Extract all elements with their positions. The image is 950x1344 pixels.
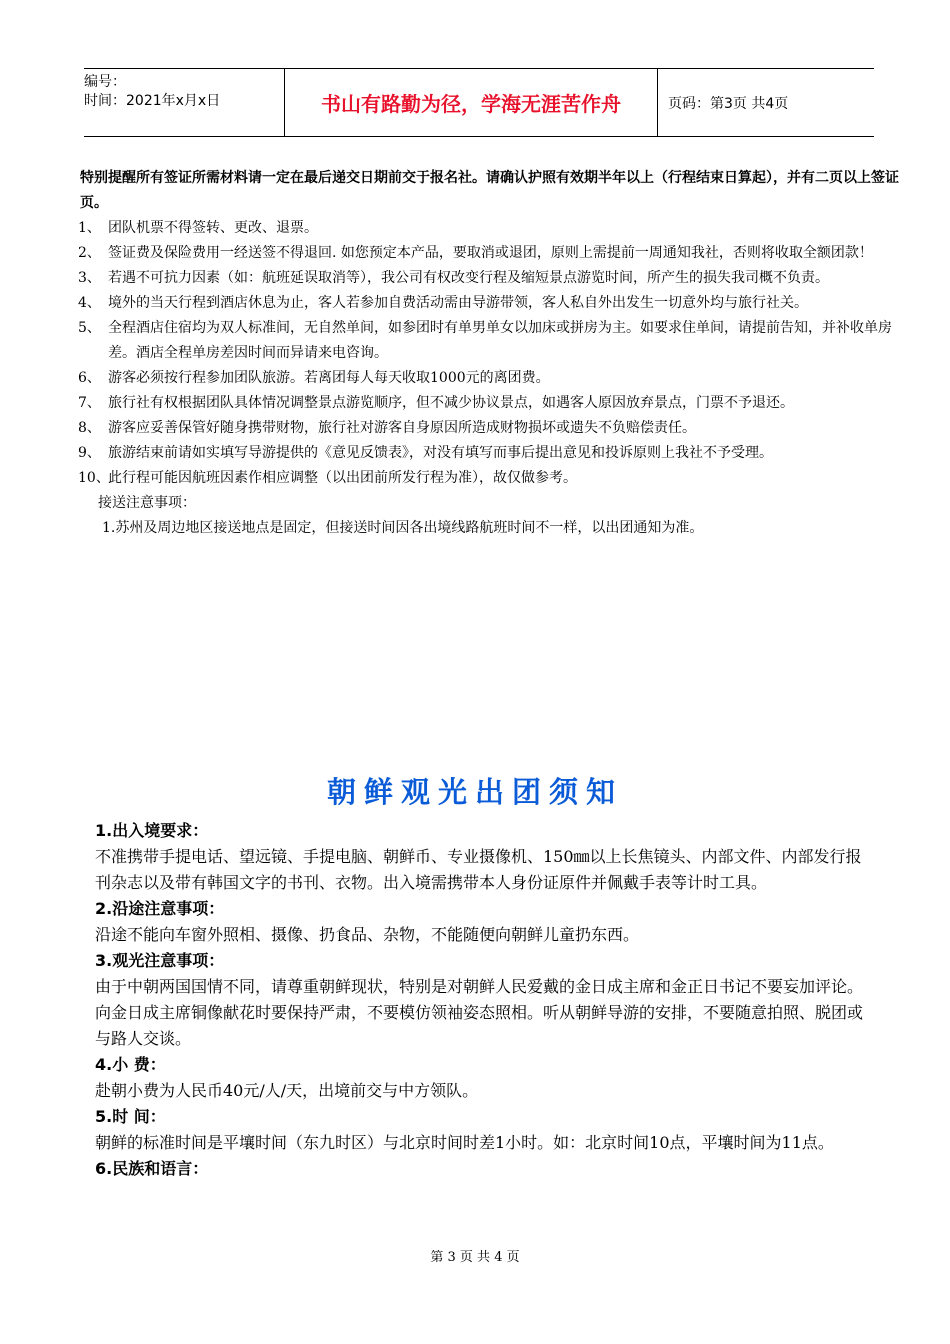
section-body: 朝鲜的标准时间是平壤时间（东九时区）与北京时间时差1小时。如：北京时间10点，平壤时间为11点。 — [95, 1133, 834, 1152]
korea-tour-title: 朝鲜观光出团须知 — [326, 775, 623, 809]
header-page-number: 页码：第3页 共4页 — [668, 95, 789, 112]
section-heading: 2.沿途注意事项： — [95, 899, 225, 918]
term-item — [78, 441, 916, 466]
term-text: 此行程可能因航班因素作相应调整（以出团前所发行程为准），故仅做参考。 — [108, 470, 577, 486]
section-body: 赴朝小费为人民币40元/人/天，出境前交与中方领队。 — [95, 1081, 479, 1100]
transfer-item: 1.苏州及周边地区接送地点是固定，但接送时间因各出境线路航班时间不一样，以出团通知为准。 — [102, 520, 704, 536]
term-item — [78, 241, 916, 266]
term-text: 团队机票不得签转、更改、退票。 — [108, 220, 318, 236]
term-text: 全程酒店住宿均为双人标准间，无自然单间，如参团时有单男单女以加床或拼房为主。如要求住单间，请提前告知，并补收单房差。酒店全程单房差因时间而异请来电咨询。 — [108, 320, 892, 361]
page-footer: 第 3 页 共 4 页 — [430, 1250, 520, 1265]
section-heading: 6.民族和语言： — [95, 1159, 209, 1178]
section-heading: 4.小 费： — [95, 1055, 166, 1074]
document-code: 编号： — [84, 74, 126, 90]
term-number: 9、 — [78, 445, 101, 461]
term-text: 旅行社有权根据团队具体情况调整景点游览顺序，但不减少协议景点，如遇客人原因放弃景点，门票不予退还。 — [108, 395, 794, 411]
section-heading: 5.时 间： — [95, 1107, 166, 1126]
term-item — [78, 466, 916, 491]
korea-notice-body — [95, 818, 875, 1182]
term-number: 6、 — [78, 370, 101, 386]
term-number: 10、 — [78, 470, 110, 486]
notice-lead: 特别提醒所有签证所需材料请一定在最后递交日期前交于报名社。请确认护照有效期半年以上（行程结束日算起），并有二页以上签证页。 — [80, 170, 899, 211]
page-header — [84, 68, 874, 137]
header-motto: 书山有路勤为径，学海无涯苦作舟 — [284, 69, 658, 136]
document-time: 时间：2021年x月x日 — [84, 93, 221, 109]
term-number: 8、 — [78, 420, 101, 436]
term-number: 7、 — [78, 395, 101, 411]
section-body: 由于中朝两国国情不同，请尊重朝鲜现状，特别是对朝鲜人民爱戴的金日成主席和金正日书记不要妄加评论。向金日成主席铜像献花时要保持严肃，不要模仿领袖姿态照相。听从朝鲜导游的安排，不要随意拍照、脱团或与路人交谈。 — [95, 977, 864, 1048]
term-item — [78, 291, 916, 316]
term-number: 1、 — [78, 220, 101, 236]
transfer-title: 接送注意事项： — [98, 495, 196, 511]
term-text: 游客必须按行程参加团队旅游。若离团每人每天收取1000元的离团费。 — [108, 370, 550, 386]
term-text: 游客应妥善保管好随身携带财物，旅行社对游客自身原因所造成财物损坏或遗失不负赔偿责任。 — [108, 420, 696, 436]
term-item — [78, 216, 916, 241]
section-body: 沿途不能向车窗外照相、摄像、扔食品、杂物，不能随便向朝鲜儿童扔东西。 — [95, 925, 640, 944]
term-number: 3、 — [78, 270, 101, 286]
term-number: 5、 — [78, 320, 101, 336]
term-item — [78, 416, 916, 441]
term-item — [78, 316, 916, 366]
term-number: 4、 — [78, 295, 101, 311]
term-text: 签证费及保险费用一经送签不得退回. 如您预定本产品，要取消或退团，原则上需提前一周通知我社，否则将收取全额团款！ — [108, 245, 873, 261]
term-item — [78, 266, 916, 291]
notice-section — [78, 166, 916, 541]
header-meta — [84, 69, 284, 136]
term-item — [78, 391, 916, 416]
terms-list — [78, 216, 916, 491]
term-text: 若遇不可抗力因素（如：航班延误取消等），我公司有权改变行程及缩短景点游览时间，所产生的损失我司概不负责。 — [108, 270, 829, 286]
term-item — [78, 366, 916, 391]
section-heading: 1.出入境要求： — [95, 821, 209, 840]
term-text: 境外的当天行程到酒店休息为止，客人若参加自费活动需由导游带领，客人私自外出发生一切意外均与旅行社关。 — [108, 295, 808, 311]
term-text: 旅游结束前请如实填写导游提供的《意见反馈表》，对没有填写而事后提出意见和投诉原则上我社不予受理。 — [108, 445, 773, 461]
term-number: 2、 — [78, 245, 101, 261]
section-heading: 3.观光注意事项： — [95, 951, 225, 970]
section-body: 不准携带手提电话、望远镜、手提电脑、朝鲜币、专业摄像机、150㎜以上长焦镜头、内部文件、内部发行报刊杂志以及带有韩国文字的书刊、衣物。出入境需携带本人身份证原件并佩戴手表等计时工具。 — [95, 847, 862, 892]
